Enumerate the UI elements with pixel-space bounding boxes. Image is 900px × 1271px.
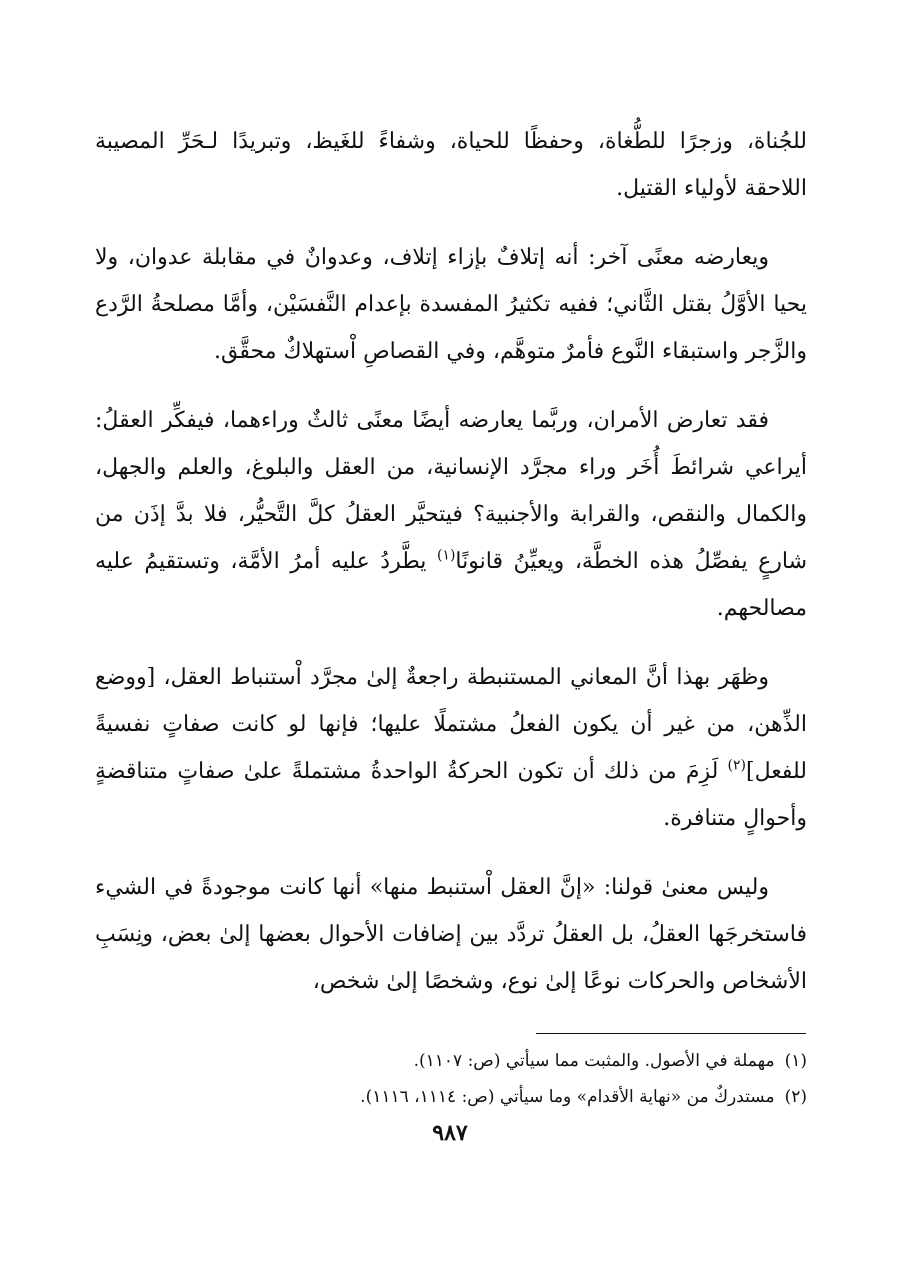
paragraph-5 xyxy=(95,864,807,1005)
footnote-text: مستدركٌ من «نهاية الأقدام» وما سيأتي (ص: ١١١٤، ١١١٦). xyxy=(360,1087,775,1107)
footnote-number: (٢) xyxy=(784,1087,807,1107)
paragraph-text: وظهَر بهذا أنَّ المعاني المستنبطة راجعةٌ إلىٰ مجرَّد اْستنباط العقل، [ووضع الذِّهن، من غير أن يكون الفعلُ مشتملًا عليها؛ فإنها لو كانت صفاتٍ نفسيةً للفعل] xyxy=(95,665,807,784)
paragraph-1 xyxy=(95,118,807,212)
paragraph-text: للجُناة، وزجرًا للطُّغاة، وحفظًا للحياة، وشفاءً للغَيظ، وتبريدًا لـحَرِّ المصيبة اللاحقة لأولياء القتيل. xyxy=(95,129,807,201)
paragraph-3 xyxy=(95,397,807,632)
footnote-text: مهملة في الأصول. والمثبت مما سيأتي (ص: ١١٠٧). xyxy=(413,1051,775,1071)
paragraph-text: ويعارضه معنًى آخر: أنه إتلافٌ بإزاء إتلاف، وعدوانٌ في مقابلة عدوان، ولا يحيا الأوَّلُ بقتل الثَّاني؛ ففيه تكثيرُ المفسدة بإعدام النَّفسَيْن، وأمَّا مصلحةُ الرَّدع والزَّجر واستبقاء النَّوع فأمرٌ متوهَّم، وفي القصاصِ اْستهلاكٌ محقَّق. xyxy=(95,245,807,364)
page-number: ٩٨٧ xyxy=(432,1120,468,1146)
main-text xyxy=(95,118,807,1027)
footnote-1 xyxy=(95,1043,807,1079)
footnote-divider xyxy=(536,1033,806,1034)
paragraph-text: لَزِمَ من ذلك أن تكون الحركةُ الواحدةُ مشتملةً علىٰ صفاتٍ متناقضةٍ وأحوالٍ متنافرة. xyxy=(95,759,807,831)
paragraph-2 xyxy=(95,234,807,375)
footnote-2 xyxy=(95,1079,807,1115)
paragraph-text: وليس معنىٰ قولنا: «إنَّ العقل اْستنبط منها» أنها كانت موجودةً في الشيء فاستخرجَها العقلُ، بل العقلُ تردَّد بين إضافات الأحوال بعضها إلىٰ بعض، ونِسَبِ الأشخاص والحركات نوعًا إلىٰ نوع، وشخصًا إلىٰ شخص، xyxy=(95,875,807,994)
paragraph-text: فقد تعارض الأمران، وربَّما يعارضه أيضًا معنًى ثالثٌ وراءهما، فيفكِّر العقلُ: أيراعي شرائطَ أُخَر وراء مجرَّد الإنسانية، من العقل والبلوغ، والعلم والجهل، والكمال والنقص، والقرابة والأجنبية؟ فيتحيَّر العقلُ كلَّ التَّحيُّر، فلا بدَّ إذَن من شارعٍ يفصِّلُ هذه الخطَّة، ويعيِّنُ قانونًا xyxy=(95,408,808,574)
footnote-marker-2[interactable]: (٢) xyxy=(727,757,747,774)
paragraph-text: يطَّردُ عليه أمرُ الأمَّة، وتستقيمُ عليه مصالحهم. xyxy=(95,549,807,621)
paragraph-4 xyxy=(95,654,807,842)
footnote-marker-1[interactable]: (١) xyxy=(436,547,456,564)
footnote-number: (١) xyxy=(784,1051,807,1071)
footnotes xyxy=(95,1043,807,1115)
